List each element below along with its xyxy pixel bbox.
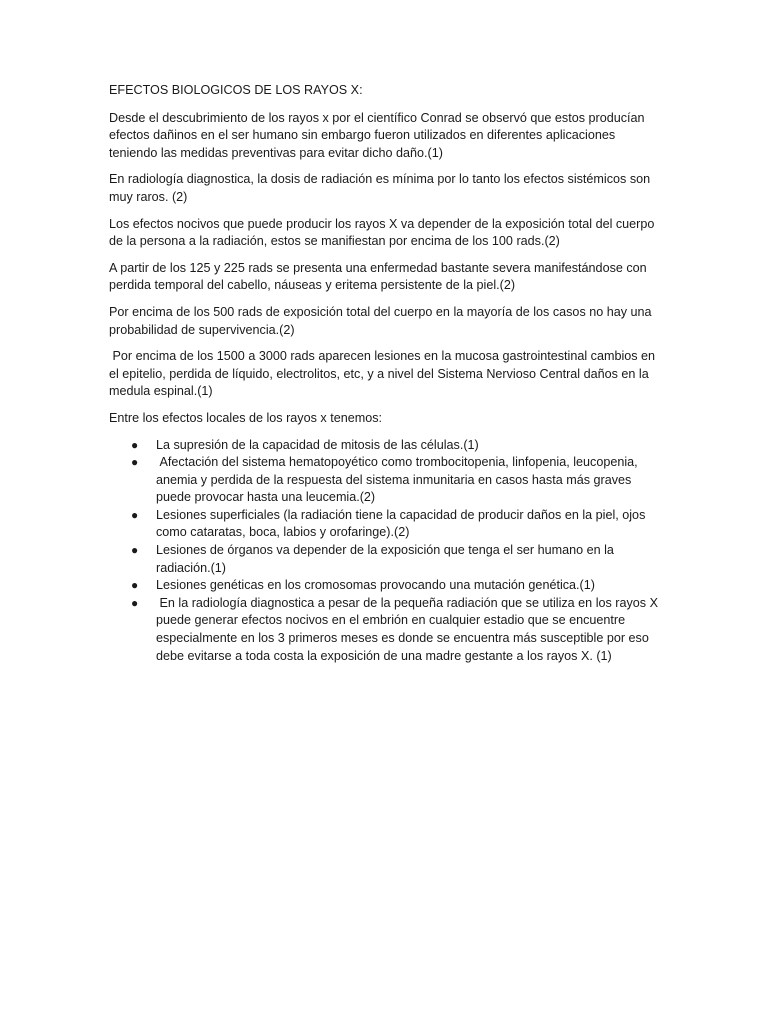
document-title: EFECTOS BIOLOGICOS DE LOS RAYOS X: [109,83,363,97]
bullet-icon: ● [131,595,139,610]
bullet-icon: ● [131,543,139,558]
list-item [109,542,661,577]
paragraph-local-effects-intro: Entre los efectos locales de los rayos x tenemos: [109,410,382,425]
list-item-text: Afectación del sistema hematopoyético como trombocitopenia, linfopenia, leucopenia, anemia y perdida de la respuesta del sistema inmunitaria en casos hasta más graves puede provocar hasta una leucemia.(2) [156,455,642,505]
list-item-text: En la radiología diagnostica a pesar de la pequeña radiación que se utiliza en los rayos X puede generar efectos nocivos en el embrión en cualquier estadio que se encuentre especialmente en los 3 primeros meses es donde se encuentra más susceptible por eso debe evitarse a toda costa la exposición de una madre gestante a los rayos X. (1) [156,595,662,663]
list-item-text: La supresión de la capacidad de mitosis de las células.(1) [156,437,479,452]
list-item-text: Lesiones de órganos va depender de la exposición que tenga el ser humano en la radiación.(1) [156,543,614,575]
paragraph-discovery: Desde el descubrimiento de los rayos x por el científico Conrad se observó que estos producían efectos dañinos en el ser humano sin embargo fueron utilizados en diferentes aplicaciones teniendo las medidas preventivas para evitar dicho daño.(1) [109,110,645,160]
list-item [109,507,661,542]
bullet-icon: ● [131,578,139,593]
list-item [109,454,661,507]
list-item-text: Lesiones genéticas en los cromosomas provocando una mutación genética.(1) [156,578,595,593]
paragraph-500-rads: Por encima de los 500 rads de exposición total del cuerpo en la mayoría de los casos no hay una probabilidad de supervivencia.(2) [109,304,652,337]
list-item [109,595,661,665]
document-page [109,82,661,665]
list-item [109,437,661,455]
local-effects-list [109,437,661,666]
bullet-icon: ● [131,507,139,522]
paragraph-1500-3000-rads: Por encima de los 1500 a 3000 rads aparecen lesiones en la mucosa gastrointestinal cambios en el epitelio, perdida de líquido, electrolitos, etc, y a nivel del Sistema Nervioso Central daños en la medula espinal.(1) [109,349,659,399]
bullet-icon: ● [131,437,139,452]
paragraph-harmful-effects: Los efectos nocivos que puede producir los rayos X va depender de la exposición total del cuerpo de la persona a la radiación, estos se manifiestan por encima de los 100 rads.(2) [109,216,655,249]
list-item [109,577,661,595]
paragraph-125-225-rads: A partir de los 125 y 225 rads se presenta una enfermedad bastante severa manifestándose con perdida temporal del cabello, náuseas y eritema persistente de la piel.(2) [109,260,647,293]
list-item-text: Lesiones superficiales (la radiación tiene la capacidad de producir daños en la piel, ojos como cataratas, boca, labios y orofaringe).(2) [156,507,646,540]
bullet-icon: ● [131,455,139,470]
paragraph-diagnostic-dose: En radiología diagnostica, la dosis de radiación es mínima por lo tanto los efectos sistémicos son muy raros. (2) [109,172,651,204]
